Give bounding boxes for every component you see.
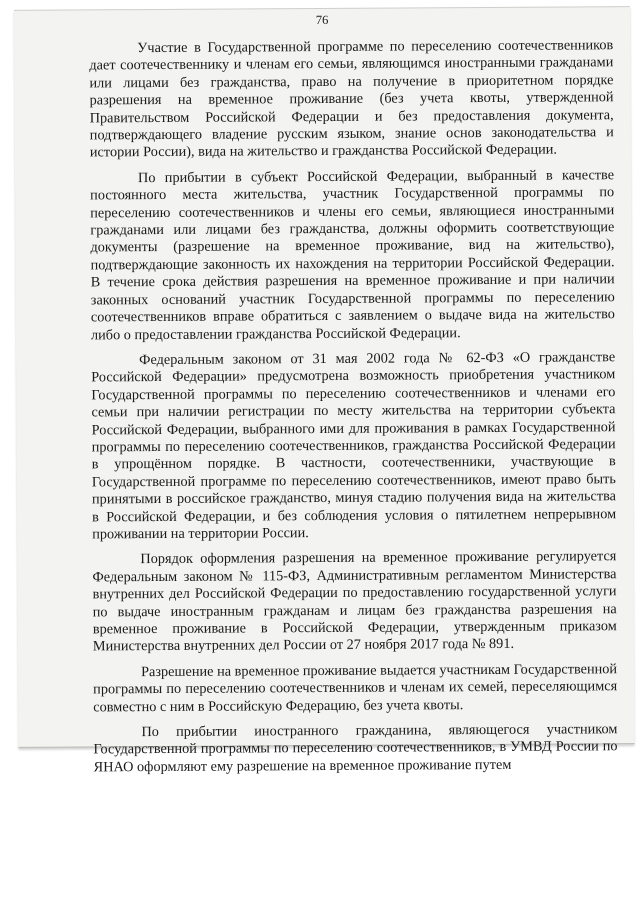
paragraph-5: Разрешение на временное проживание выдается участникам Государственной программы по переселению соотечественников и членам их семей, переселяющимся совместно с ним в Российскую Федерацию, без учета квоты. xyxy=(93,661,618,716)
document-page xyxy=(14,6,634,776)
paragraph-6: По прибытии иностранного гражданина, являющегося участником Государственной программы по переселению соотечественников, в УМВД России по ЯНАО оформляют ему разрешение на временное проживание путем xyxy=(93,721,618,776)
paragraph-1: Участие в Государственной программе по переселению соотечественников дает соотечественнику и членам его семьи, являющимся иностранными гражданами или лицами без гражданства, право на получение в приоритетном порядке разрешения на временное проживание (без учета квоты, утвержденной Правительством Российской Федерации и без предоставления документа, подтверждающего владение русским языком, знание основ законодательства и истории России), вида на жительство и гражданства Российской Федерации. xyxy=(89,37,614,161)
page-number: 76 xyxy=(315,12,329,28)
document-body xyxy=(89,37,617,776)
paragraph-2: По прибытии в субъект Российской Федерации, выбранный в качестве постоянного места жительства, участник Государственной программы по переселению соотечественников и члены его семьи, являющиеся иностранными гражданами или лицами без гражданства, должны оформить соответствующие документы (разрешение на временное проживание, вид на жительство), подтверждающие законность их нахождения на территории Российской Федерации. В течение срока действия разрешения на временное проживание и при наличии законных оснований участник Государственной программы по переселению соотечественников вправе обратиться с заявлением о выдаче вида на жительство либо о предоставлении гражданства Российской Федерации. xyxy=(90,167,615,343)
paragraph-3: Федеральным законом от 31 мая 2002 года № 62-ФЗ «О гражданстве Российской Федерации» предусмотрена возможность приобретения участником Государственной программы по переселению соотечественников и членами его семьи при наличии регистрации по месту жительства на территории субъекта Российской Федерации, выбранного ими для проживания в рамках Государственной программы по переселению соотечественников, гражданства Российской Федерации в упрощённом порядке. В частности, соотечественники, участвующие в Государственной программе по переселению соотечественников, имеют право быть принятыми в российское гражданство, минуя стадию получения вида на жительства в Российской Федерации, и без соблюдения условия о пятилетнем непрерывном проживании на территории России. xyxy=(91,349,617,543)
paragraph-4: Порядок оформления разрешения на временное проживание регулируется Федеральным законом № 115-ФЗ, Административным регламентом Министерства внутренних дел Российской Федерации по предоставлению государственной услуги по выдаче иностранным гражданам и лицам без гражданства разрешения на временное проживание в Российской Федерации, утвержденным приказом Министерства внутренних дел России от 27 ноября 2017 года № 891. xyxy=(92,548,617,655)
